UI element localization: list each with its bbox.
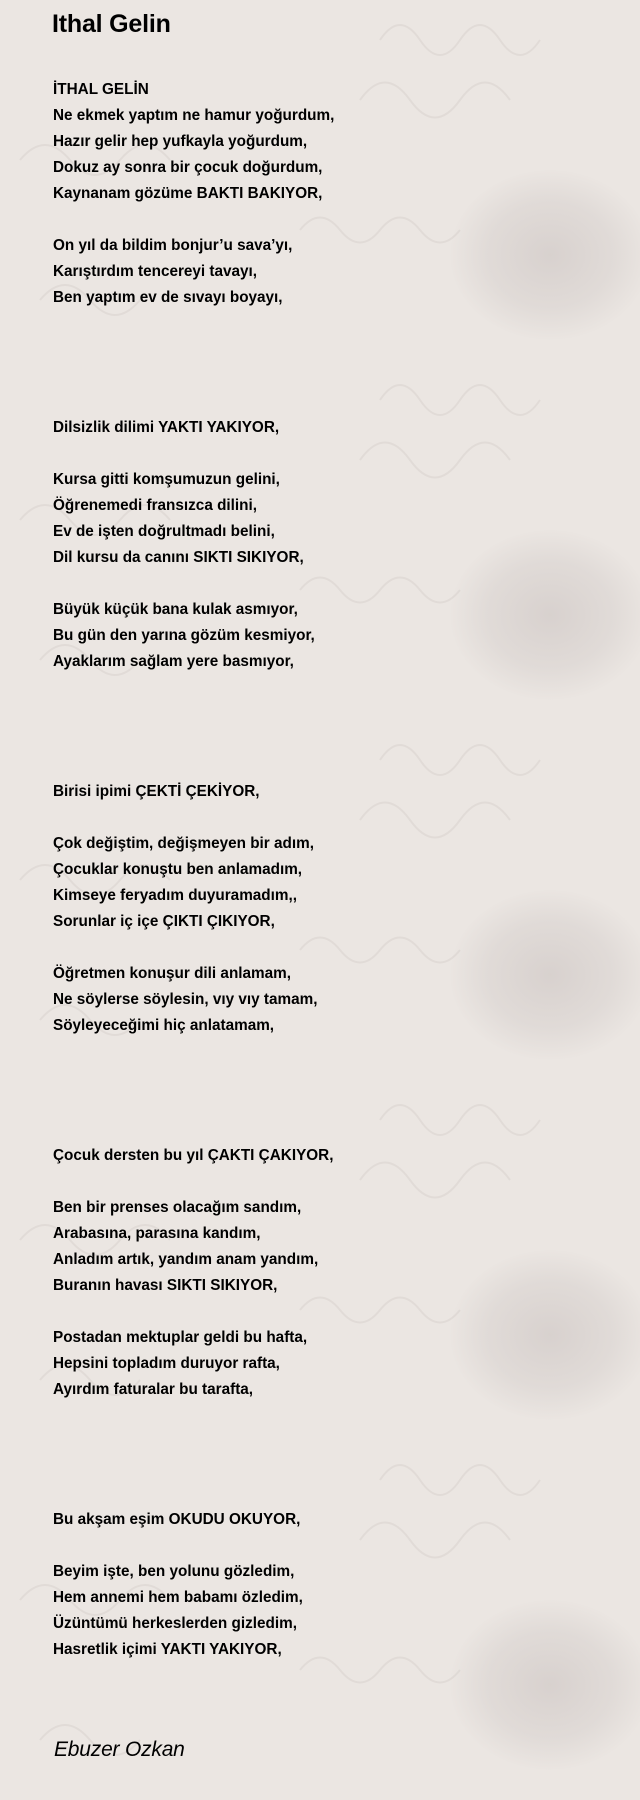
stanza [53,1195,613,1299]
poem-line: Beyim işte, ben yolunu gözledim, [53,1563,295,1580]
poem-title: Ithal Gelin [52,10,171,38]
poem-line: Dilsizlik dilimi YAKTI YAKIYOR, [53,419,280,436]
stanza-gap [53,441,613,467]
stanza [53,597,613,675]
stanza-gap [53,805,613,831]
poem-line: Ne söylerse söylesin, vıy vıy tamam, [53,991,318,1008]
stanza-gap [53,935,613,961]
poem-line: Dil kursu da canını SIKTI SIKIYOR, [53,549,304,566]
poem-line: Büyük küçük bana kulak asmıyor, [53,601,298,618]
section-break [53,311,613,415]
poem-line: Hem annemi hem babamı özledim, [53,1589,303,1606]
stanza [53,831,613,935]
poem-line: Üzüntümü herkeslerden gizledim, [53,1615,297,1632]
poem-line: Ayaklarım sağlam yere basmıyor, [53,653,294,670]
stanza [53,415,613,441]
poem-line: Anladım artık, yandım anam yandım, [53,1251,319,1268]
stanza-gap [53,1533,613,1559]
stanza [53,779,613,805]
poem-line: Kaynanam gözüme BAKTI BAKIYOR, [53,185,323,202]
poem-line: Karıştırdım tencereyi tavayı, [53,263,258,280]
stanza-gap [53,1299,613,1325]
poem-line: Dokuz ay sonra bir çocuk doğurdum, [53,159,323,176]
poem-line: Ayırdım faturalar bu tarafta, [53,1381,254,1398]
stanza-gap [53,207,613,233]
poem-line: Birisi ipimi ÇEKTİ ÇEKİYOR, [53,783,260,800]
poem-line: Öğrenemedi fransızca dilini, [53,497,258,514]
stanza [53,961,613,1039]
poem-line: Çocuk dersten bu yıl ÇAKTI ÇAKIYOR, [53,1147,334,1164]
poem-line: Buranın havası SIKTI SIKIYOR, [53,1277,278,1294]
poem-line: On yıl da bildim bonjur’u sava’yı, [53,237,293,254]
stanza-gap [53,1169,613,1195]
poem-line: Öğretmen konuşur dili anlamam, [53,965,292,982]
poem-line: Ev de işten doğrultmadı belini, [53,523,275,540]
poem-line: Bu akşam eşim OKUDU OKUYOR, [53,1511,301,1528]
poem-line: Arabasına, parasına kandım, [53,1225,261,1242]
poem-author: Ebuzer Ozkan [54,1738,185,1761]
poem-line: Çocuklar konuştu ben anlamadım, [53,861,303,878]
stanza [53,1325,613,1403]
poem-body [53,77,613,1663]
section-break [53,1403,613,1507]
poem-line: Sorunlar iç içe ÇIKTI ÇIKIYOR, [53,913,275,930]
stanza [53,1559,613,1663]
stanza [53,1143,613,1169]
poem-line: Söyleyeceğimi hiç anlatamam, [53,1017,275,1034]
stanza-gap [53,571,613,597]
stanza [53,233,613,311]
poem-line: Kursa gitti komşumuzun gelini, [53,471,280,488]
poem-line: Ben bir prenses olacağım sandım, [53,1199,302,1216]
stanza [53,467,613,571]
stanza [53,1507,613,1533]
poem-line: Ne ekmek yaptım ne hamur yoğurdum, [53,107,335,124]
poem-line: Çok değiştim, değişmeyen bir adım, [53,835,314,852]
section-break [53,1039,613,1143]
poem-line: Bu gün den yarına gözüm kesmiyor, [53,627,315,644]
poem-line: Kimseye feryadım duyuramadım,, [53,887,297,904]
poem-line: Hasretlik içimi YAKTI YAKIYOR, [53,1641,282,1658]
poem-line: Hepsini topladım duruyor rafta, [53,1355,280,1372]
stanza [53,77,613,207]
poem-line: Postadan mektuplar geldi bu hafta, [53,1329,308,1346]
poem-line: Hazır gelir hep yufkayla yoğurdum, [53,133,308,150]
poem-line: İTHAL GELİN [53,81,149,98]
poem-line: Ben yaptım ev de sıvayı boyayı, [53,289,283,306]
section-break [53,675,613,779]
